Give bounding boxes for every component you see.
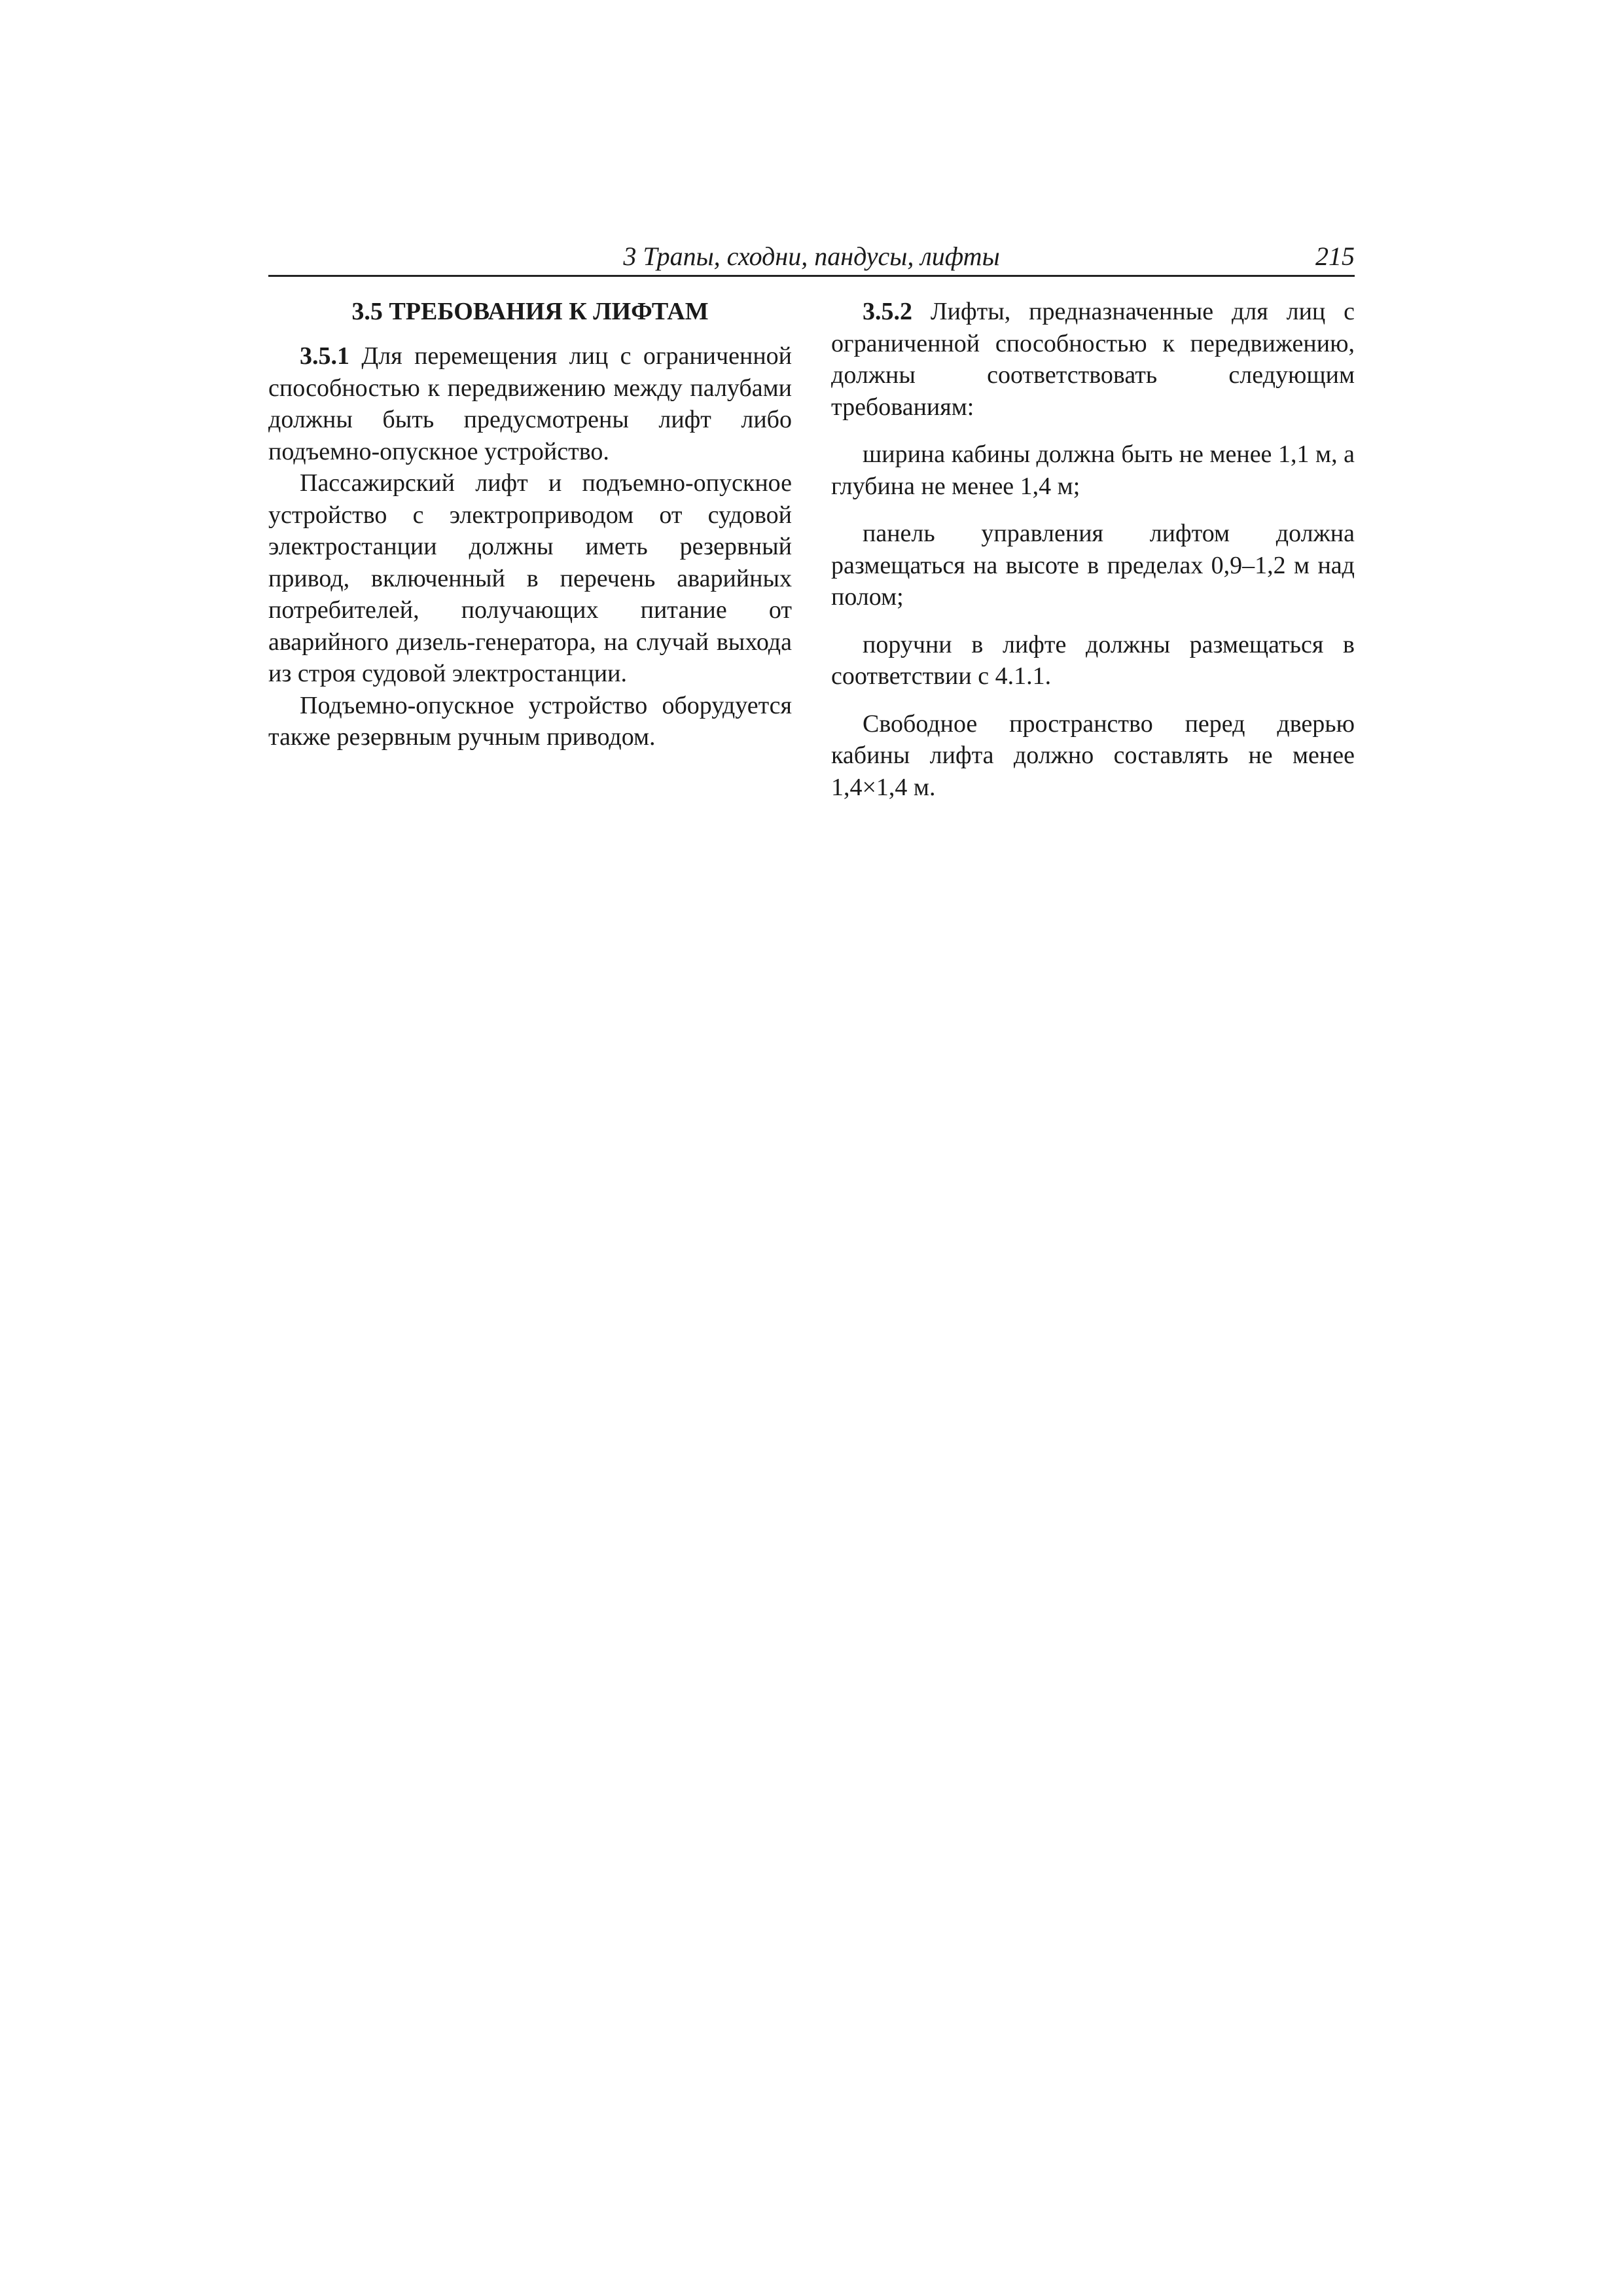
clause-text: Лифты, предназначенные для лиц с ограниченной способностью к передвижению, должны соответствовать следующим требованиям: (831, 298, 1355, 421)
section-heading: 3.5 ТРЕБОВАНИЯ К ЛИФТАМ (351, 298, 709, 325)
requirement-cabin-size: ширина кабины должна быть не менее 1,1 м, а глубина не менее 1,4 м; (831, 440, 1355, 500)
clause-3-5-1 (268, 340, 792, 467)
requirement-control-panel: панель управления лифтом должна размещаться на высоте в пределах 0,9–1,2 м над полом; (831, 520, 1355, 611)
clause-text: Для перемещения лиц с ограниченной способностью к передвижению между палубами должны быть предусмотрены лифт либо подъемно-опускное устройство. (268, 342, 793, 465)
page-number: 215 (1315, 242, 1355, 271)
clause-number: 3.5.1 (300, 342, 349, 370)
clause-number: 3.5.2 (863, 298, 912, 325)
paragraph-passenger-lift: Пассажирский лифт и подъемно-опускное устройство с электроприводом от судовой электростанции должны иметь резервный привод, включенный в перечень аварийных потребителей, получающих питание от аварийного дизель-генератора, на случай выхода из строя судовой электростанции. (268, 469, 792, 687)
clause-3-5-2 (831, 296, 1355, 423)
running-header-title: 3 Трапы, сходни, пандусы, лифты (623, 242, 1000, 271)
left-column (268, 296, 792, 753)
paragraph-free-space: Свободное пространство перед дверью кабины лифта должно составлять не менее 1,4×1,4 м. (831, 709, 1355, 801)
right-column (831, 296, 1355, 803)
running-header (268, 238, 1355, 277)
requirement-handrails: поручни в лифте должны размещаться в соответствии с 4.1.1. (831, 630, 1355, 690)
paragraph-manual-drive: Подъемно-опускное устройство оборудуется также резервным ручным приводом. (268, 691, 792, 751)
